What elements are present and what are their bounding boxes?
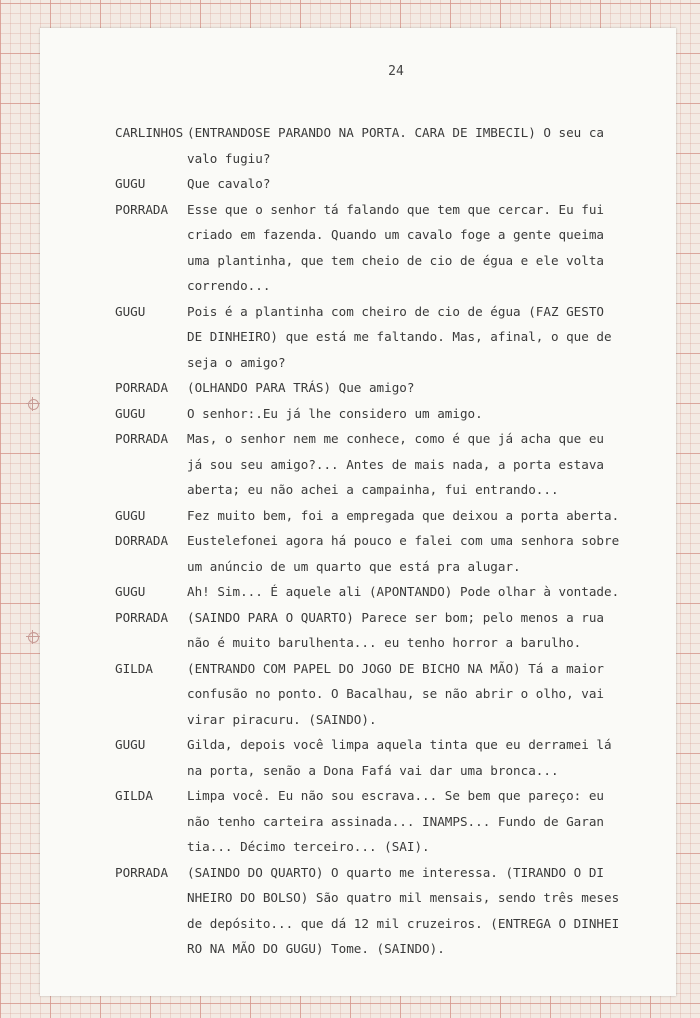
dialogue-entry [115, 783, 615, 860]
script-page [40, 28, 676, 996]
speaker-name: GUGU [115, 737, 146, 752]
dialogue-line: Esse que o senhor tá falando que tem que cercar. Eu fui [187, 201, 605, 217]
dialogue-entry [115, 656, 615, 733]
script-body [115, 120, 620, 962]
dialogue-line: uma plantinha, que tem cheio de cio de égua e ele volta [187, 252, 605, 268]
speaker-name: PORRADA [115, 864, 169, 880]
dialogue-entry [115, 528, 620, 579]
dialogue-line: Mas, o senhor nem me conhece, como é que já acha que eu [187, 431, 605, 446]
speaker-name: GUGU [115, 507, 146, 523]
dialogue-entry [115, 197, 615, 299]
dialogue-line: não tenho carteira assinada... INAMPS... Fundo de Garan [187, 813, 605, 829]
dialogue-text [187, 656, 615, 733]
dialogue-line: Fez muito bem, foi a empregada que deixou a porta aberta. [187, 507, 620, 523]
speaker-name: GUGU [115, 176, 146, 191]
dialogue-entry [115, 426, 615, 503]
dialogue-line: Eustelefonei agora há pouco e falei com uma senhora sobre [187, 533, 620, 548]
dialogue-entry [115, 120, 615, 171]
dialogue-line: (ENTRANDO COM PAPEL DO JOGO DE BICHO NA MÃO) Tá a maior [187, 660, 605, 676]
speaker-name: GUGU [115, 303, 146, 319]
dialogue-text [187, 120, 615, 171]
dialogue-text [187, 401, 615, 427]
dialogue-text [187, 299, 615, 376]
dialogue-line: tia... Décimo terceiro... (SAI). [187, 839, 430, 854]
dialogue-entry [115, 171, 615, 197]
dialogue-entry [115, 401, 615, 427]
speaker-name: PORRADA [115, 609, 169, 625]
dialogue-line: RO NA MÃO DO GUGU) Tome. (SAINDO). [187, 941, 445, 956]
dialogue-text [187, 171, 615, 197]
speaker-name: GUGU [115, 405, 146, 421]
dialogue-line: já sou seu amigo?... Antes de mais nada, a porta estava [187, 456, 605, 472]
dialogue-text [187, 732, 615, 783]
dialogue-line: DE DINHEIRO) que está me faltando. Mas, afinal, o que de [187, 329, 612, 344]
dialogue-text [187, 579, 619, 605]
dialogue-line: (ENTRANDOSE PARANDO NA PORTA. CARA DE IMBECIL) O seu ca [187, 125, 605, 140]
dialogue-entry [115, 860, 620, 962]
page-number: 24 [388, 64, 404, 79]
dialogue-line: Pois é a plantinha com cheiro de cio de égua (FAZ GESTO [187, 303, 605, 319]
dialogue-line: Que cavalo? [187, 176, 271, 191]
speaker-name: PORRADA [115, 201, 169, 217]
speaker-name: CARLINHOS [115, 125, 184, 140]
dialogue-entry [115, 605, 615, 656]
dialogue-entry [115, 579, 620, 605]
dialogue-entry [115, 503, 620, 529]
dialogue-line: criado em fazenda. Quando um cavalo foge a gente queima [187, 227, 605, 242]
dialogue-line: valo fugiu? [187, 150, 271, 166]
dialogue-line: Gilda, depois você limpa aquela tinta que eu derramei lá [187, 737, 612, 752]
dialogue-line: virar piracuru. (SAINDO). [187, 711, 377, 727]
dialogue-text [187, 783, 615, 860]
dialogue-line: (SAINDO DO QUARTO) O quarto me interessa. (TIRANDO O DI [187, 864, 605, 880]
dialogue-line: (SAINDO PARA O QUARTO) Parece ser bom; pelo menos a rua [187, 609, 605, 625]
dialogue-line: seja o amigo? [187, 354, 286, 370]
dialogue-text [187, 197, 615, 299]
speaker-name: PORRADA [115, 431, 169, 446]
dialogue-line: aberta; eu não achei a campainha, fui entrando... [187, 482, 559, 497]
dialogue-entry [115, 375, 615, 401]
dialogue-entry [115, 732, 615, 783]
dialogue-text [187, 375, 615, 401]
registration-mark-icon [26, 397, 40, 411]
dialogue-text [187, 605, 615, 656]
dialogue-text [187, 860, 619, 962]
dialogue-line: um anúncio de um quarto que está pra alugar. [187, 558, 521, 574]
speaker-name: GUGU [115, 584, 146, 599]
dialogue-line: na porta, senão a Dona Fafá vai dar uma bronca... [187, 762, 559, 778]
dialogue-text [187, 528, 619, 579]
dialogue-line: NHEIRO DO BOLSO) São quatro mil mensais, sendo três meses [187, 890, 620, 905]
dialogue-line: (OLHANDO PARA TRÁS) Que amigo? [187, 380, 415, 395]
dialogue-entry [115, 299, 615, 376]
dialogue-line: Limpa você. Eu não sou escrava... Se bem que pareço: eu [187, 788, 605, 803]
dialogue-text [187, 426, 615, 503]
dialogue-line: não é muito barulhenta... eu tenho horror a barulho. [187, 635, 582, 650]
speaker-name: PORRADA [115, 380, 169, 395]
speaker-name: DORRADA [115, 533, 169, 548]
registration-mark-icon [26, 630, 40, 644]
dialogue-text [187, 503, 619, 529]
dialogue-line: O senhor:.Eu já lhe considero um amigo. [187, 405, 483, 421]
speaker-name: GILDA [115, 788, 153, 803]
dialogue-line: correndo... [187, 278, 271, 293]
dialogue-line: Ah! Sim... É aquele ali (APONTANDO) Pode olhar à vontade. [187, 584, 620, 599]
dialogue-line: confusão no ponto. O Bacalhau, se não abrir o olho, vai [187, 686, 605, 701]
dialogue-line: de depósito... que dá 12 mil cruzeiros. (ENTREGA O DINHEI [187, 915, 620, 931]
speaker-name: GILDA [115, 660, 153, 676]
